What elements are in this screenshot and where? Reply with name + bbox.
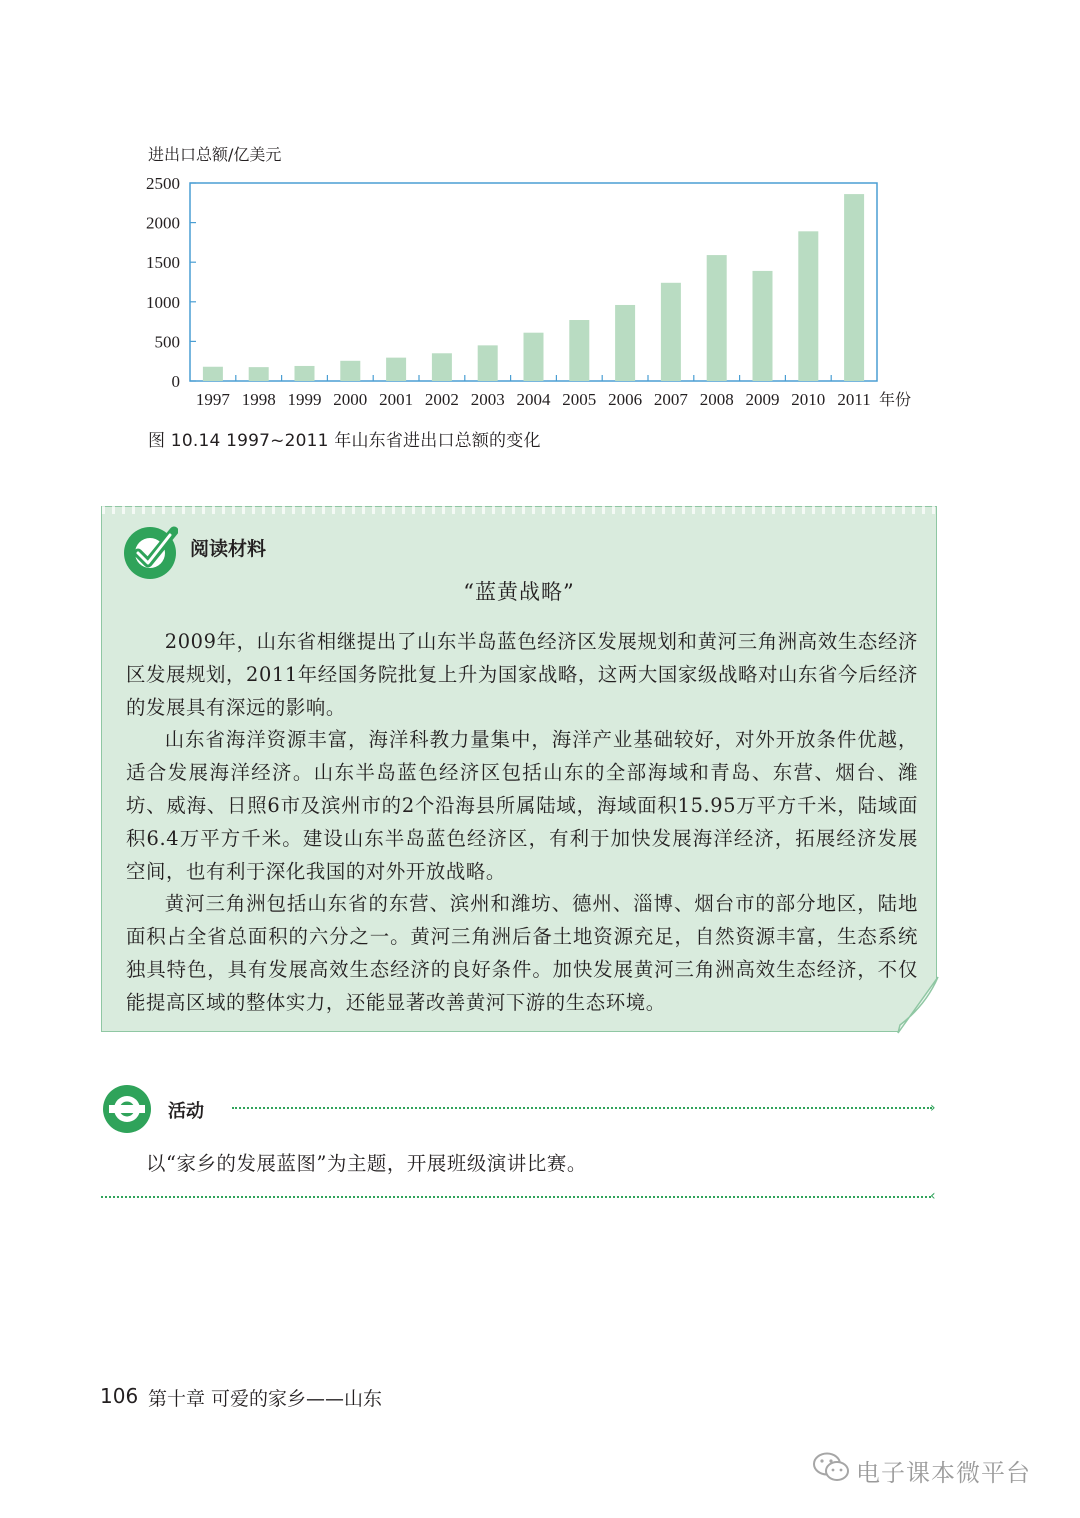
export-import-bar-chart [0,0,1080,470]
x-tick-label: 2011 [837,390,871,409]
x-tick-label: 1997 [195,390,230,409]
bar [844,194,864,381]
x-tick-label: 2003 [470,390,505,409]
y-axis-title: 进出口总额/亿美元 [148,145,282,164]
bar [203,367,223,381]
bar [432,353,452,381]
bar [340,361,360,381]
activity-ring-icon [101,1083,153,1135]
reading-body [126,626,918,1020]
bar [386,358,406,381]
bar [249,367,269,381]
reading-paragraph: 2009年，山东省相继提出了山东半岛蓝色经济区发展规划和黄河三角洲高效生态经济区发展规划，2011年经国务院批复上升为国家战略，这两大国家级战略对山东省今后经济的发展具有深远的影响。 [126,630,918,719]
y-tick-label: 2000 [146,213,180,233]
y-tick-label: 1000 [146,292,180,312]
reading-check-icon [122,525,178,581]
x-tick-label: 2007 [653,390,688,409]
chapter-title: 第十章 可爱的家乡——山东 [148,1388,383,1410]
bar [753,271,773,381]
x-tick-label: 1998 [241,390,276,409]
activity-label: 活动 [168,1101,204,1122]
activity-divider-top [232,1107,932,1109]
chevron-left-icon: ‹ [930,1188,936,1204]
reading-title: “蓝黄战略” [463,580,575,604]
chevron-right-icon: › [930,1100,936,1116]
x-tick-label: 2005 [562,390,597,409]
reading-paragraph: 黄河三角洲包括山东省的东营、滨州和潍坊、德州、淄博、烟台市的部分地区，陆地面积占全省总面积的六分之一。黄河三角洲后备土地资源充足，自然资源丰富，生态系统独具特色，具有发展高效生态经济的良好条件。加快发展黄河三角洲高效生态经济，不仅能提高区域的整体实力，还能显著改善黄河下游的生态环境。 [126,892,918,1014]
x-tick-label: 2000 [333,390,368,409]
x-tick-label: 1999 [287,390,322,409]
x-tick-label: 2008 [699,390,734,409]
x-tick-label: 2010 [791,390,826,409]
reading-label: 阅读材料 [190,538,267,560]
activity-divider-bottom [101,1196,931,1198]
x-tick-label: 2002 [424,390,459,409]
y-tick-label: 1500 [146,253,180,273]
bar [615,305,635,381]
bar [798,231,818,381]
y-tick-label: 0 [171,372,180,391]
bar [478,345,498,381]
figure-caption: 图 10.14 1997~2011 年山东省进出口总额的变化 [148,431,541,451]
reading-paragraph: 山东省海洋资源丰富，海洋科教力量集中，海洋产业基础较好，对外开放条件优越，适合发展海洋经济。山东半岛蓝色经济区包括山东的全部海域和青岛、东营、烟台、潍坊、威海、日照6市及滨州市的2个沿海县所属陆域，海域面积15.95万平方千米，陆域面积6.4万平方千米。建设山东半岛蓝色经济区，有利于加快发展海洋经济，拓展经济发展空间，也有利于深化我国的对外开放战略。 [126,728,918,883]
wechat-icon [812,1451,850,1483]
bar [661,283,681,381]
bar [524,333,544,381]
x-tick-label: 2009 [745,390,780,409]
x-tick-label: 2004 [516,390,551,409]
bar [569,320,589,381]
activity-text: 以“家乡的发展蓝图”为主题，开展班级演讲比赛。 [146,1152,587,1175]
x-tick-label: 2001 [379,390,414,409]
bar [295,366,315,381]
perforated-edge [102,506,936,514]
y-tick-label: 500 [154,332,180,352]
page-number: 106 [100,1384,139,1408]
x-tick-label: 2006 [608,390,643,409]
bar [707,255,727,381]
x-axis-title: 年份 [879,390,912,409]
y-tick-label: 2500 [146,174,180,193]
watermark-text: 电子课本微平台 [856,1459,1031,1487]
